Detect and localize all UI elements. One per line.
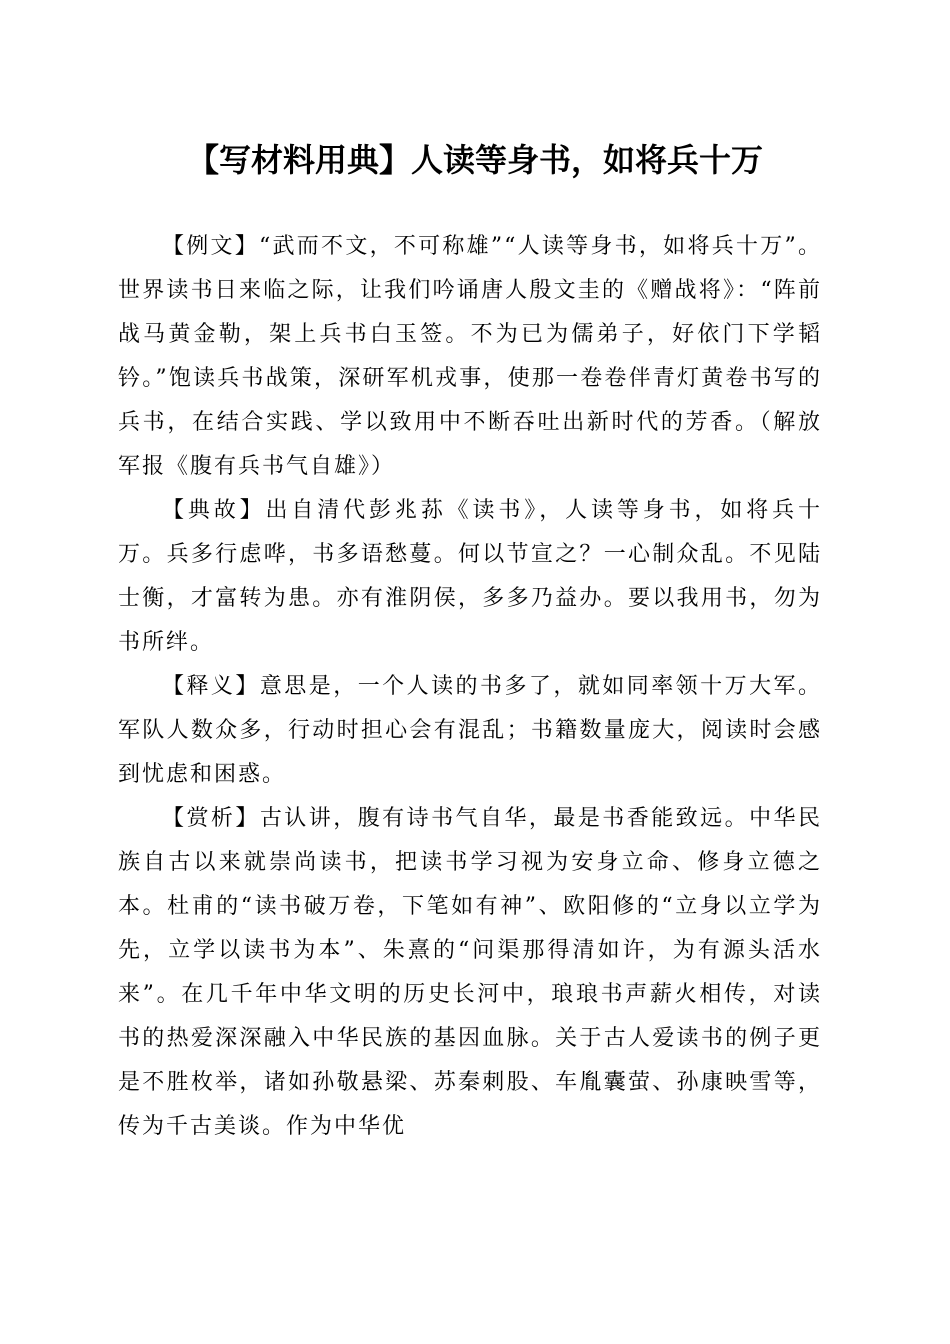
document-body: [118, 225, 822, 1149]
paragraph-allusion: 【典故】出自清代彭兆荪《读书》，人读等身书，如将兵十万。兵多行虑哗，书多语愁蔓。何以节宣之？一心制众乱。不见陆士衡，才富转为患。亦有淮阴侯，多多乃益办。要以我用书，勿为书所绊。: [118, 498, 822, 655]
paragraph-meaning: 【释义】意思是，一个人读的书多了，就如同率领十万大军。军队人数众多，行动时担心会有混乱；书籍数量庞大，阅读时会感到忧虑和困惑。: [118, 674, 822, 787]
paragraph-appreciation: 【赏析】古认讲，腹有诗书气自华，最是书香能致远。中华民族自古以来就崇尚读书，把读书学习视为安身立命、修身立德之本。杜甫的“读书破万卷，下笔如有神”、欧阳修的“立身以立学为先，立学以读书为本”、朱熹的“问渠那得清如许，为有源头活水来”。在几千年中华文明的历史长河中，琅琅书声薪火相传，对读书的热爱深深融入中华民族的基因血脉。关于古人爱读书的例子更是不胜枚举，诸如孙敬悬梁、苏秦刺股、车胤囊萤、孙康映雪等，传为千古美谈。作为中华优: [118, 806, 822, 1139]
document-title: 【写材料用典】人读等身书，如将兵十万: [186, 141, 763, 179]
paragraph-example: 【例文】“武而不文，不可称雄”“人读等身书，如将兵十万”。世界读书日来临之际，让我们吟诵唐人殷文圭的《赠战将》：“阵前战马黄金勒，架上兵书白玉签。不为已为儒弟子，好依门下学韬钤。”饱读兵书战策，深研军机戎事，使那一卷卷伴青灯黄卷书写的兵书，在结合实践、学以致用中不断吞吐出新时代的芳香。（解放军报《腹有兵书气自雄》）: [118, 234, 822, 479]
